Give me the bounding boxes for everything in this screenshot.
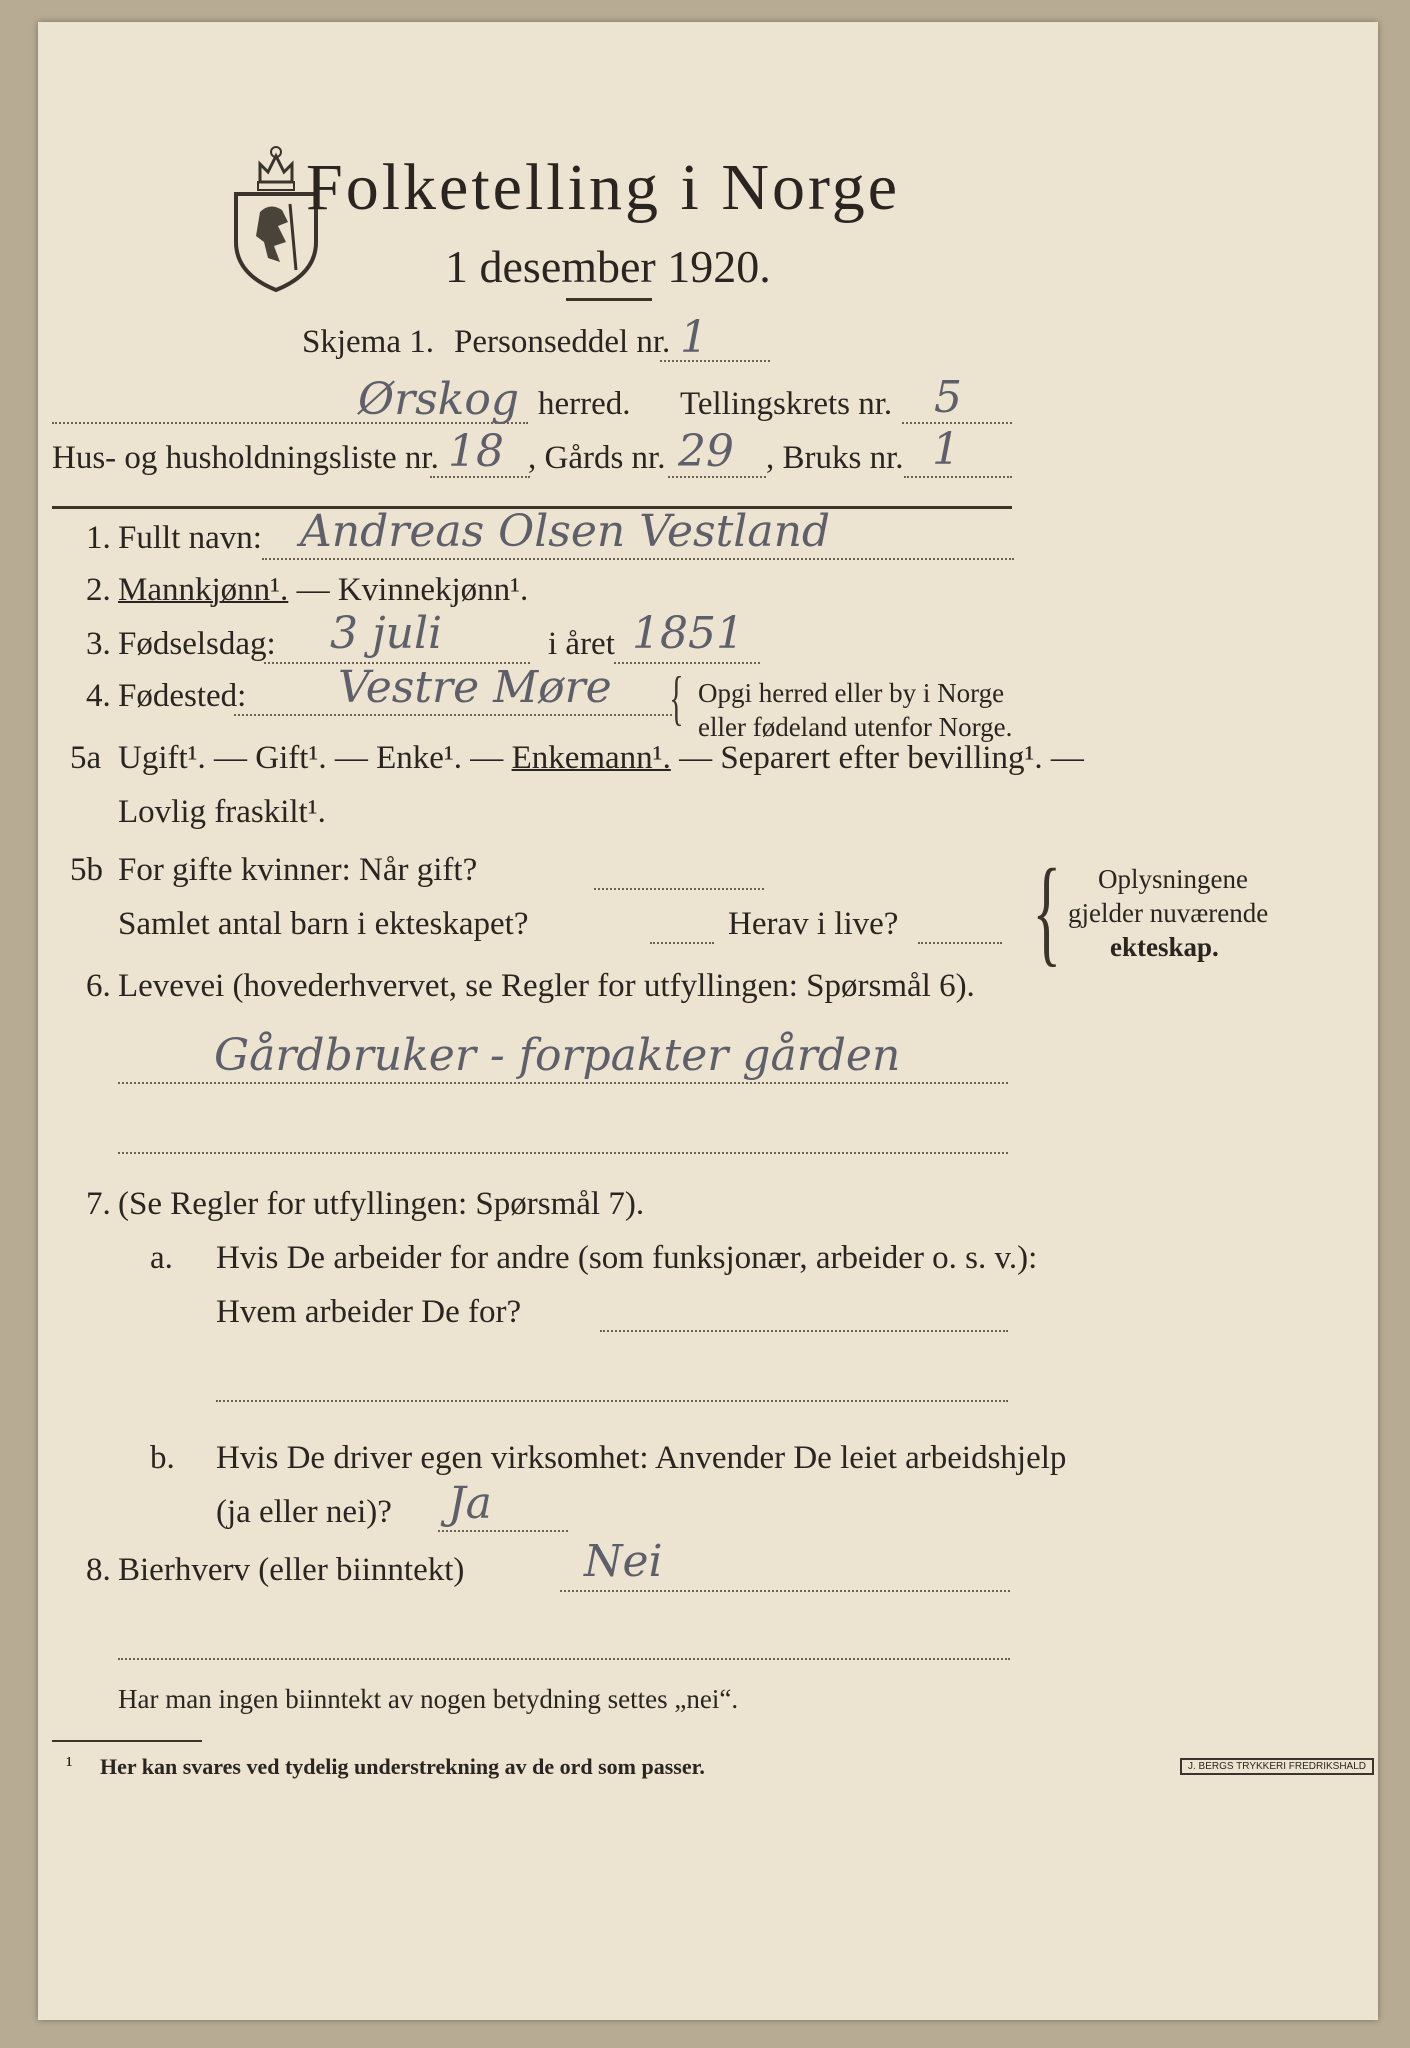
q4-note-line-1: Opgi herred eller by i Norge (698, 678, 1005, 708)
q7b-label-line-2: (ja eller nei)? (216, 1494, 392, 1530)
q7-number: 7. (86, 1186, 111, 1222)
herred-value: Ørskog (358, 374, 520, 425)
footnote-rule (52, 1740, 202, 1742)
footnote-text: Her kan svares ved tydelig understrekning av de ord som passer. (100, 1754, 705, 1779)
gards-label: , Gårds nr. (528, 440, 666, 476)
q7b-letter: b. (150, 1440, 175, 1476)
q4-number: 4. (86, 678, 111, 714)
hus-value: 18 (448, 426, 504, 477)
gards-value: 29 (678, 426, 734, 477)
q6-occupation-value: Gårdbruker - forpakter gården (214, 1030, 901, 1081)
q5b-label-barn: Samlet antal barn i ekteskapet? (118, 906, 529, 942)
q7b-label-line-1: Hvis De driver egen virksomhet: Anvender De leiet arbeidshjelp (216, 1440, 1067, 1476)
tellingskrets-value: 5 (934, 372, 962, 423)
q6-label: Levevei (hovederhvervet, se Regler for utfyllingen: Spørsmål 6). (118, 968, 975, 1004)
q7-label: (Se Regler for utfyllingen: Spørsmål 7). (118, 1186, 645, 1222)
q7a-letter: a. (150, 1240, 173, 1276)
hus-label: Hus- og husholdningsliste nr. (52, 440, 439, 476)
q4-label: Fødested: (118, 678, 247, 714)
title-divider (566, 298, 652, 301)
q4-note-line-2: eller fødeland utenfor Norge. (698, 712, 1013, 742)
footnote-mark: ¹ (66, 1752, 73, 1777)
q5b-note-line-3: ekteskap. (1110, 932, 1219, 962)
q1-number: 1. (86, 520, 111, 556)
q8-value: Nei (584, 1536, 663, 1587)
q2-male-option: Mannkjønn¹. (118, 572, 289, 608)
q5b-number: 5b (70, 852, 103, 888)
q1-full-name-value: Andreas Olsen Vestland (300, 506, 831, 557)
q5a-number: 5a (70, 740, 102, 776)
q7a-label-line-1: Hvis De arbeider for andre (som funksjonær, arbeider o. s. v.): (216, 1240, 1038, 1276)
bruks-value: 1 (932, 424, 960, 475)
q2-female-option: Kvinnekjønn¹. (337, 572, 529, 608)
q8-number: 8. (86, 1552, 111, 1588)
q3-label: Fødselsdag: (118, 626, 276, 662)
q7a-label-line-2: Hvem arbeider De for? (216, 1294, 522, 1330)
q8-label: Bierhverv (eller biinntekt) (118, 1552, 465, 1588)
herred-label: herred. (538, 386, 631, 422)
q2-gender: Mannkjønn¹. — Kvinnekjønn¹. (118, 572, 529, 608)
q3-year-label: i året (548, 626, 615, 662)
q5b-label-nar-gift: For gifte kvinner: Når gift? (118, 852, 478, 888)
personseddel-label: Personseddel nr. (454, 324, 671, 360)
q5a-lovlig-fraskilt: Lovlig fraskilt¹. (118, 794, 326, 830)
q5a-enkemann-option: Enkemann¹. (511, 740, 671, 776)
q5b-note-line-1: Oplysningene (1098, 864, 1248, 894)
printer-stamp: J. BERGS TRYKKERI FREDRIKSHALD (1180, 1758, 1374, 1775)
q5b-note-line-2: gjelder nuværende (1068, 898, 1269, 928)
skjema-label: Skjema 1. (302, 324, 434, 360)
q5a-marital-options: Ugift¹. — Gift¹. — Enke¹. — Enkemann¹. — Separert efter bevilling¹. — (118, 740, 1084, 776)
biinntekt-note: Har man ingen biinntekt av nogen betydning settes „nei“. (118, 1684, 739, 1714)
q4-birthplace-value: Vestre Møre (338, 662, 612, 713)
q5b-label-i-live: Herav i live? (728, 906, 899, 942)
form-title: Folketelling i Norge (306, 151, 901, 224)
q3-number: 3. (86, 626, 111, 662)
q3-year-value: 1851 (632, 608, 744, 659)
q3-birthdate-value: 3 juli (330, 608, 443, 659)
census-form-page: Folketelling i Norge 1 desember 1920. Skjema 1. Personseddel nr. 1 Ørskog herred. Tellingskrets nr. 5 Hus- og husholdningsliste nr. 18 , Gårds nr. 29 , Bruks nr. 1 1. Fullt navn: Andreas Olsen Vestland 2. Mannkjønn¹. — Kvinnekjønn¹. 3. Fødselsdag: 3 juli i året 1851 4. Fødested: Vestre Møre { Opgi herred eller by i Norge eller fødeland utenfor Norge. 5a Ugift¹. — Gift¹. — Enke¹. — Enkemann¹. — Separert efter bevilling¹. — Lovlig fraskilt¹. 5b For gifte kvinner: Når gift? Samlet antal barn i ekteskapet? Herav i live? { Oplysningene gjelder nuværende ekteskap. 6. Levevei (hovederhvervet, se Regler for utfyllingen: Spørsmål 6). Gårdbruker - forpakter gården 7. (Se Regler for utfyllingen: Spørsmål 7). a. Hvis De arbeider for andre (som funksjonær, arbeider o. s. v.): Hvem arbeider De for? b. Hvis De driver egen virksomhet: Anvender De leiet arbeidshjelp (ja eller nei)? Ja 8. Bierhverv (eller biinntekt) Nei Har man ingen biinntekt av nogen betydning settes „nei“. ¹ Her kan svares ved tydelig understrekning av de ord som passer. J. BERGS TRYKKERI FREDRIKSHALD (38, 22, 1378, 2020)
tellingskrets-label: Tellingskrets nr. (680, 386, 893, 422)
q2-number: 2. (86, 572, 111, 608)
q6-number: 6. (86, 968, 111, 1004)
q7b-value: Ja (448, 1478, 492, 1529)
census-date: 1 desember 1920. (445, 241, 771, 292)
q1-label: Fullt navn: (118, 520, 262, 556)
personseddel-value: 1 (680, 312, 708, 363)
bruks-label: , Bruks nr. (766, 440, 904, 476)
